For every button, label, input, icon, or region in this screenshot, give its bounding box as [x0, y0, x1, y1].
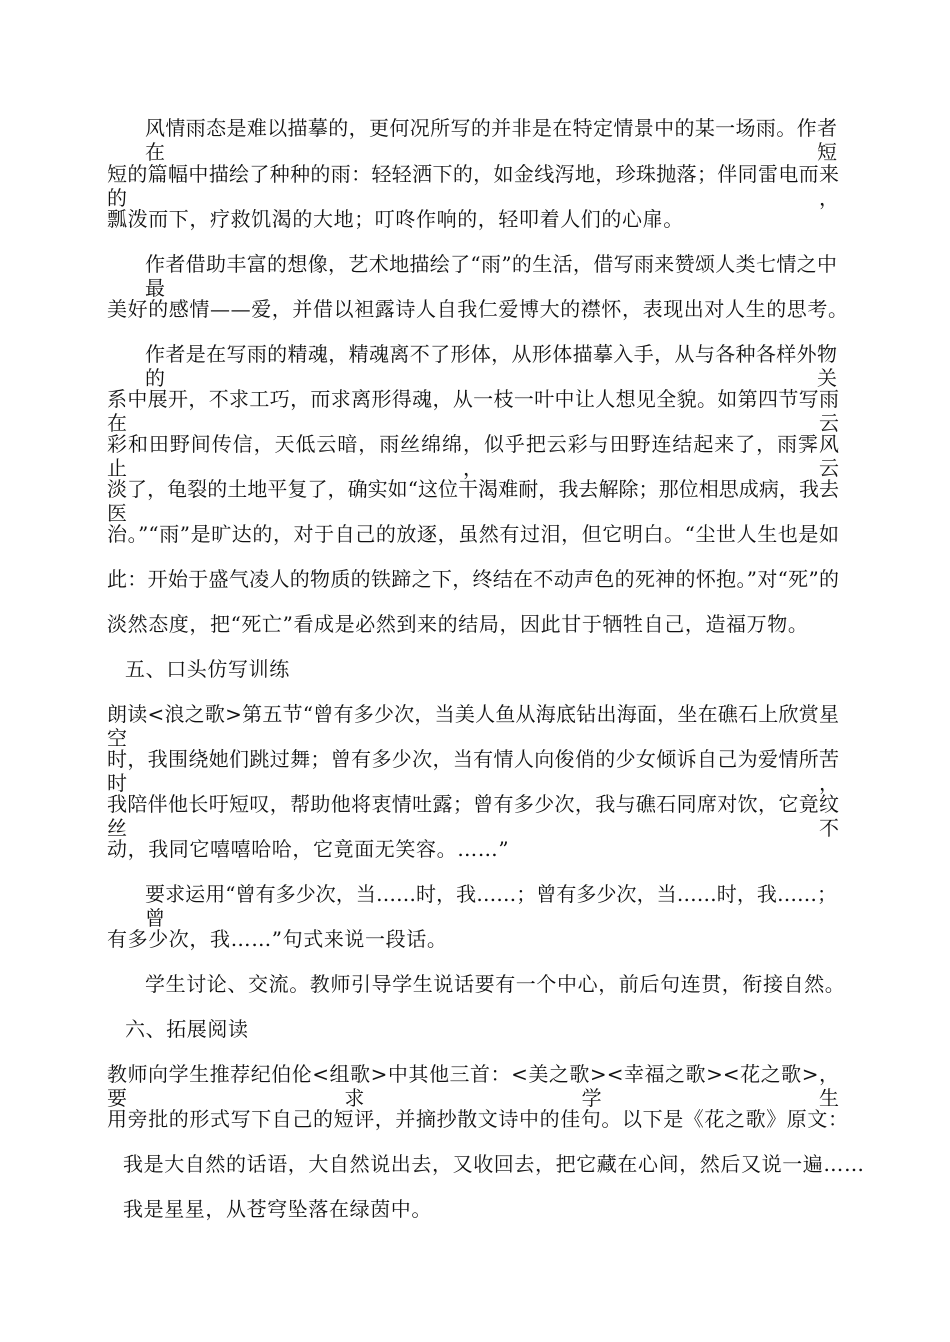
- paragraph-1-line-3: 瓢泼而下，疗救饥渴的大地；叮咚作响的，轻叩着人们的心扉。: [107, 207, 684, 231]
- paragraph-1-line-2: 短的篇幅中描绘了种种的雨：轻轻洒下的，如金线泻地，珍珠抛落；伴同雷电而来的，: [107, 162, 839, 210]
- paragraph-4-line-3: 我陪伴他长吁短叹，帮助他将衷情吐露；曾有多少次，我与礁石同席对饮，它竟纹丝不: [107, 792, 839, 840]
- paragraph-3-line-4: 淡了，龟裂的土地平复了，确实如“这位干渴难耐，我去解除；那位相思成病，我去医: [107, 477, 839, 525]
- paragraph-4-line-1: 朗读<浪之歌>第五节“曾有多少次，当美人鱼从海底钻出海面，坐在礁石上欣赏星空: [107, 702, 839, 750]
- paragraph-7-line-1: 教师向学生推荐纪伯伦<组歌>中其他三首：<美之歌><幸福之歌><花之歌>，要求学生: [107, 1062, 839, 1110]
- paragraph-5-line-1: 要求运用“曾有多少次，当……时，我……；曾有多少次，当……时，我……；曾: [145, 882, 837, 930]
- paragraph-3-line-1: 作者是在写雨的精魂，精魂离不了形体，从形体描摹入手，从与各种各样外物的关: [145, 342, 837, 390]
- paragraph-3-line-3: 彩和田野间传信，天低云暗，雨丝绵绵，似乎把云彩与田野连结起来了，雨霁风止，云: [107, 432, 839, 480]
- paragraph-4-line-2: 时，我围绕她们跳过舞；曾有多少次，当有情人向俊俏的少女倾诉自己为爱情所苦时，: [107, 747, 839, 795]
- paragraph-3-line-6: 此：开始于盛气凌人的物质的铁蹄之下，终结在不动声色的死神的怀抱。”对“死”的: [107, 567, 839, 591]
- paragraph-8-line-1: 我是大自然的话语，大自然说出去，又收回去，把它藏在心间，然后又说一遍……: [123, 1152, 865, 1176]
- paragraph-3-line-7: 淡然态度，把“死亡”看成是必然到来的结局，因此甘于牺牲自己，造福万物。: [107, 612, 809, 636]
- paragraph-2-line-2: 美好的感情——爱，并借以袒露诗人自我仁爱博大的襟怀，表现出对人生的思考。: [107, 297, 849, 321]
- paragraph-2-line-1: 作者借助丰富的想像，艺术地描绘了“雨”的生活，借写雨来赞颂人类七情之中最: [145, 252, 837, 300]
- paragraph-3-line-5: 治。”“雨”是旷达的，对于自己的放逐，虽然有过泪，但它明白。“尘世人生也是如: [107, 522, 839, 546]
- paragraph-9-line-1: 我是星星，从苍穹坠落在绿茵中。: [123, 1197, 432, 1221]
- section-heading-5: 五、口头仿写训练: [125, 657, 290, 681]
- paragraph-5-line-2: 有多少次，我……”句式来说一段话。: [107, 927, 448, 951]
- paragraph-1-line-1: 风情雨态是难以描摹的，更何况所写的并非是在特定情景中的某一场雨。作者在短: [145, 116, 837, 164]
- paragraph-7-line-2: 用旁批的形式写下自己的短评，并摘抄散文诗中的佳句。以下是《花之歌》原文：: [107, 1107, 849, 1131]
- section-heading-6: 六、拓展阅读: [125, 1017, 249, 1041]
- paragraph-6-line-1: 学生讨论、交流。教师引导学生说话要有一个中心，前后句连贯，衔接自然。: [145, 972, 846, 996]
- paragraph-3-line-2: 系中展开，不求工巧，而求离形得魂，从一枝一叶中让人想见全貌。如第四节写雨在云: [107, 387, 839, 435]
- paragraph-4-line-4: 动，我同它嘻嘻哈哈，它竟面无笑容。……”: [107, 837, 510, 861]
